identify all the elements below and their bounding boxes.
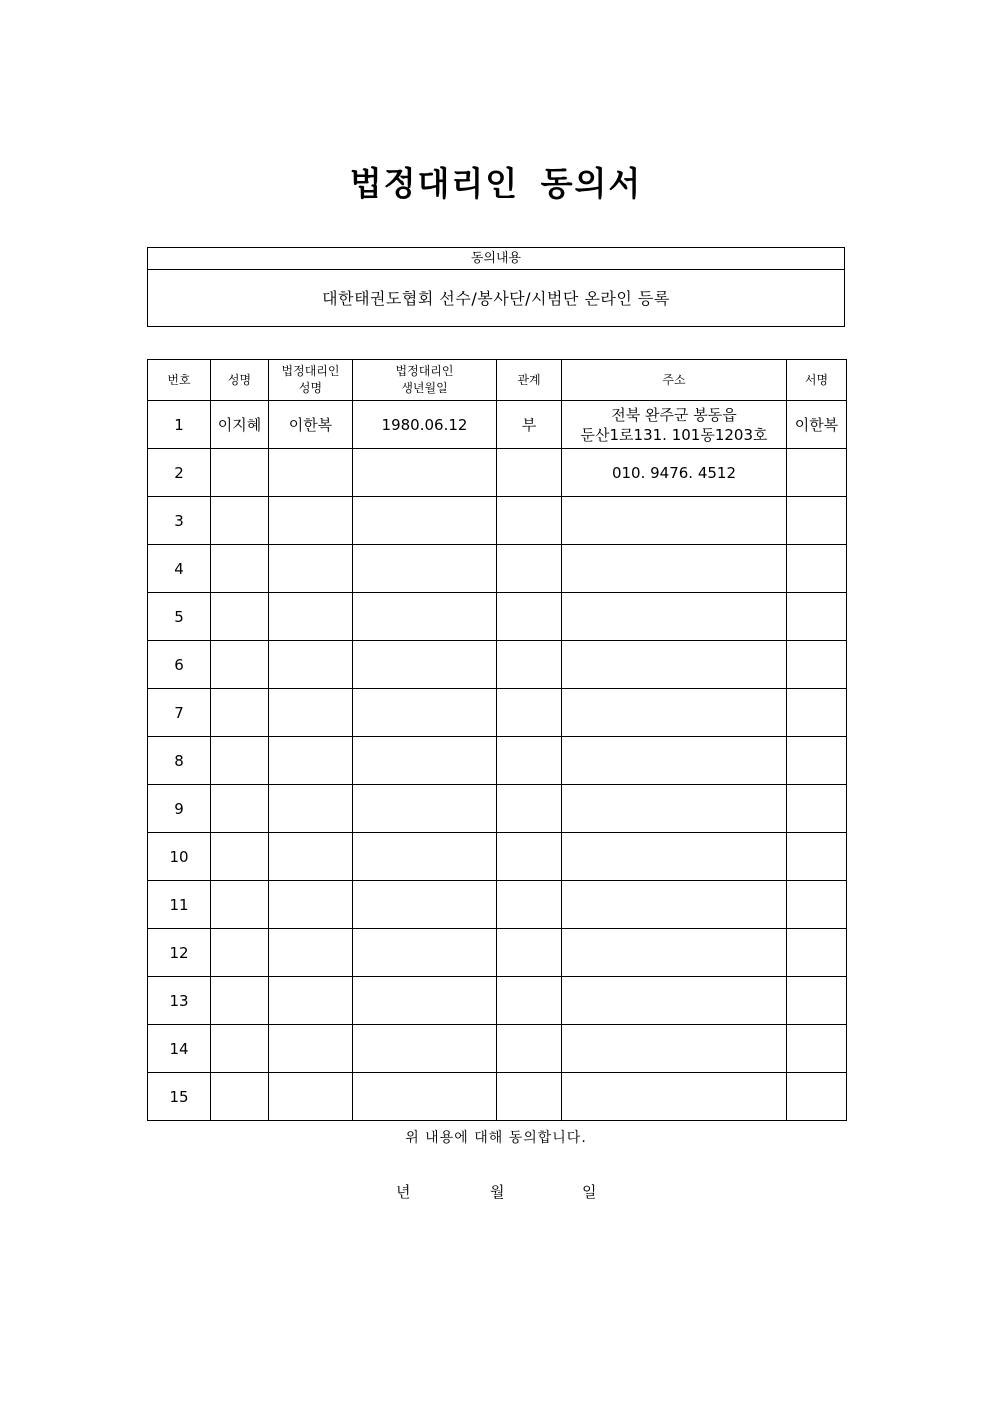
header-relation: 관계 bbox=[497, 360, 562, 401]
header-address: 주소 bbox=[562, 360, 787, 401]
cell-no: 14 bbox=[148, 1025, 211, 1073]
table-row bbox=[148, 1073, 847, 1121]
cell-name bbox=[211, 785, 269, 833]
table-row bbox=[148, 497, 847, 545]
cell-name bbox=[211, 1025, 269, 1073]
cell-address bbox=[562, 689, 787, 737]
cell-guardian-dob bbox=[353, 929, 497, 977]
cell-no: 9 bbox=[148, 785, 211, 833]
cell-guardian-dob bbox=[353, 785, 497, 833]
cell-signature bbox=[787, 833, 847, 881]
agreement-statement: 위 내용에 대해 동의합니다. bbox=[405, 1130, 587, 1146]
cell-address bbox=[562, 401, 787, 449]
consent-box bbox=[147, 247, 845, 327]
cell-relation bbox=[497, 785, 562, 833]
cell-address bbox=[562, 449, 787, 497]
table-row bbox=[148, 689, 847, 737]
table-row bbox=[148, 545, 847, 593]
cell-name: 이지혜 bbox=[211, 401, 269, 449]
table-row bbox=[148, 1025, 847, 1073]
cell-relation bbox=[497, 929, 562, 977]
cell-address bbox=[562, 545, 787, 593]
cell-guardian-dob bbox=[353, 977, 497, 1025]
cell-guardian-name bbox=[269, 1025, 353, 1073]
cell-guardian-dob bbox=[353, 641, 497, 689]
cell-relation bbox=[497, 881, 562, 929]
cell-signature bbox=[787, 881, 847, 929]
cell-relation bbox=[497, 641, 562, 689]
cell-no: 13 bbox=[148, 977, 211, 1025]
table-row bbox=[148, 881, 847, 929]
cell-signature bbox=[787, 1073, 847, 1121]
cell-guardian-name bbox=[269, 449, 353, 497]
cell-guardian-name bbox=[269, 497, 353, 545]
cell-name bbox=[211, 881, 269, 929]
cell-no: 12 bbox=[148, 929, 211, 977]
table-row bbox=[148, 833, 847, 881]
cell-guardian-dob bbox=[353, 1073, 497, 1121]
cell-relation bbox=[497, 689, 562, 737]
table-row bbox=[148, 929, 847, 977]
cell-guardian-dob bbox=[353, 449, 497, 497]
cell-guardian-name bbox=[269, 833, 353, 881]
cell-relation bbox=[497, 737, 562, 785]
cell-name bbox=[211, 833, 269, 881]
page-title: 법정대리인 동의서 bbox=[349, 164, 643, 203]
cell-guardian-dob bbox=[353, 1025, 497, 1073]
cell-guardian-name bbox=[269, 785, 353, 833]
cell-relation bbox=[497, 593, 562, 641]
cell-address bbox=[562, 833, 787, 881]
table-row bbox=[148, 737, 847, 785]
table-row bbox=[148, 977, 847, 1025]
cell-name bbox=[211, 497, 269, 545]
cell-guardian-dob bbox=[353, 593, 497, 641]
cell-signature bbox=[787, 689, 847, 737]
cell-address bbox=[562, 497, 787, 545]
cell-relation bbox=[497, 1073, 562, 1121]
cell-signature bbox=[787, 977, 847, 1025]
cell-guardian-dob bbox=[353, 833, 497, 881]
table-row bbox=[148, 593, 847, 641]
cell-guardian-name bbox=[269, 593, 353, 641]
cell-guardian-name bbox=[269, 977, 353, 1025]
table-row bbox=[148, 641, 847, 689]
cell-name bbox=[211, 689, 269, 737]
cell-guardian-name bbox=[269, 545, 353, 593]
cell-no: 11 bbox=[148, 881, 211, 929]
cell-signature bbox=[787, 737, 847, 785]
date-day-label: 일 bbox=[582, 1183, 597, 1201]
cell-guardian-name bbox=[269, 641, 353, 689]
cell-signature bbox=[787, 545, 847, 593]
cell-no: 5 bbox=[148, 593, 211, 641]
cell-no: 10 bbox=[148, 833, 211, 881]
header-guardian-name-line1: 법정대리인 bbox=[281, 364, 340, 378]
address-line2: 둔산1로131. 101동1203호 bbox=[580, 425, 768, 444]
cell-address bbox=[562, 1073, 787, 1121]
cell-signature bbox=[787, 785, 847, 833]
cell-name bbox=[211, 977, 269, 1025]
header-no: 번호 bbox=[148, 360, 211, 401]
cell-name bbox=[211, 545, 269, 593]
cell-guardian-name: 이한복 bbox=[269, 401, 353, 449]
cell-relation bbox=[497, 545, 562, 593]
cell-relation bbox=[497, 1025, 562, 1073]
cell-guardian-name bbox=[269, 689, 353, 737]
cell-name bbox=[211, 641, 269, 689]
cell-no: 15 bbox=[148, 1073, 211, 1121]
cell-guardian-name bbox=[269, 881, 353, 929]
consent-content: 대한태권도협회 선수/봉사단/시범단 온라인 등록 bbox=[322, 289, 670, 308]
cell-signature bbox=[787, 449, 847, 497]
cell-guardian-dob: 1980.06.12 bbox=[353, 401, 497, 449]
cell-guardian-dob bbox=[353, 545, 497, 593]
cell-name bbox=[211, 737, 269, 785]
cell-signature bbox=[787, 929, 847, 977]
guardian-consent-table bbox=[147, 359, 847, 1121]
date-year-label: 년 bbox=[396, 1183, 411, 1201]
table-header-row bbox=[148, 360, 847, 401]
cell-no: 6 bbox=[148, 641, 211, 689]
cell-no: 8 bbox=[148, 737, 211, 785]
cell-name bbox=[211, 593, 269, 641]
cell-guardian-name bbox=[269, 929, 353, 977]
cell-relation bbox=[497, 833, 562, 881]
cell-address bbox=[562, 785, 787, 833]
cell-signature bbox=[787, 593, 847, 641]
cell-relation bbox=[497, 449, 562, 497]
cell-no: 4 bbox=[148, 545, 211, 593]
cell-signature bbox=[787, 1025, 847, 1073]
cell-guardian-dob bbox=[353, 737, 497, 785]
cell-signature: 이한복 bbox=[787, 401, 847, 449]
cell-name bbox=[211, 1073, 269, 1121]
cell-no: 1 bbox=[148, 401, 211, 449]
cell-signature bbox=[787, 641, 847, 689]
header-guardian-name-line2: 성명 bbox=[298, 381, 323, 395]
cell-address bbox=[562, 1025, 787, 1073]
header-guardian-name bbox=[269, 360, 353, 401]
cell-address bbox=[562, 881, 787, 929]
cell-guardian-name bbox=[269, 1073, 353, 1121]
consent-header: 동의내용 bbox=[148, 248, 844, 270]
cell-address bbox=[562, 977, 787, 1025]
cell-guardian-dob bbox=[353, 689, 497, 737]
address-line1: 010. 9476. 4512 bbox=[611, 463, 737, 482]
date-month-label: 월 bbox=[490, 1183, 505, 1201]
cell-guardian-dob bbox=[353, 881, 497, 929]
cell-address bbox=[562, 929, 787, 977]
cell-no: 3 bbox=[148, 497, 211, 545]
header-guardian-dob bbox=[353, 360, 497, 401]
header-guardian-dob-line2: 생년월일 bbox=[401, 381, 448, 395]
cell-relation bbox=[497, 497, 562, 545]
cell-guardian-dob bbox=[353, 497, 497, 545]
cell-name bbox=[211, 449, 269, 497]
cell-name bbox=[211, 929, 269, 977]
address-line1: 전북 완주군 봉동읍 bbox=[611, 405, 737, 424]
header-guardian-dob-line1: 법정대리인 bbox=[395, 364, 454, 378]
cell-address bbox=[562, 593, 787, 641]
table-row bbox=[148, 449, 847, 497]
cell-relation bbox=[497, 977, 562, 1025]
cell-no: 2 bbox=[148, 449, 211, 497]
cell-signature bbox=[787, 497, 847, 545]
cell-address bbox=[562, 737, 787, 785]
cell-no: 7 bbox=[148, 689, 211, 737]
cell-address bbox=[562, 641, 787, 689]
header-name: 성명 bbox=[211, 360, 269, 401]
cell-relation: 부 bbox=[497, 401, 562, 449]
table-row bbox=[148, 401, 847, 449]
table-body bbox=[148, 401, 847, 1121]
cell-guardian-name bbox=[269, 737, 353, 785]
table-row bbox=[148, 785, 847, 833]
header-signature: 서명 bbox=[787, 360, 847, 401]
